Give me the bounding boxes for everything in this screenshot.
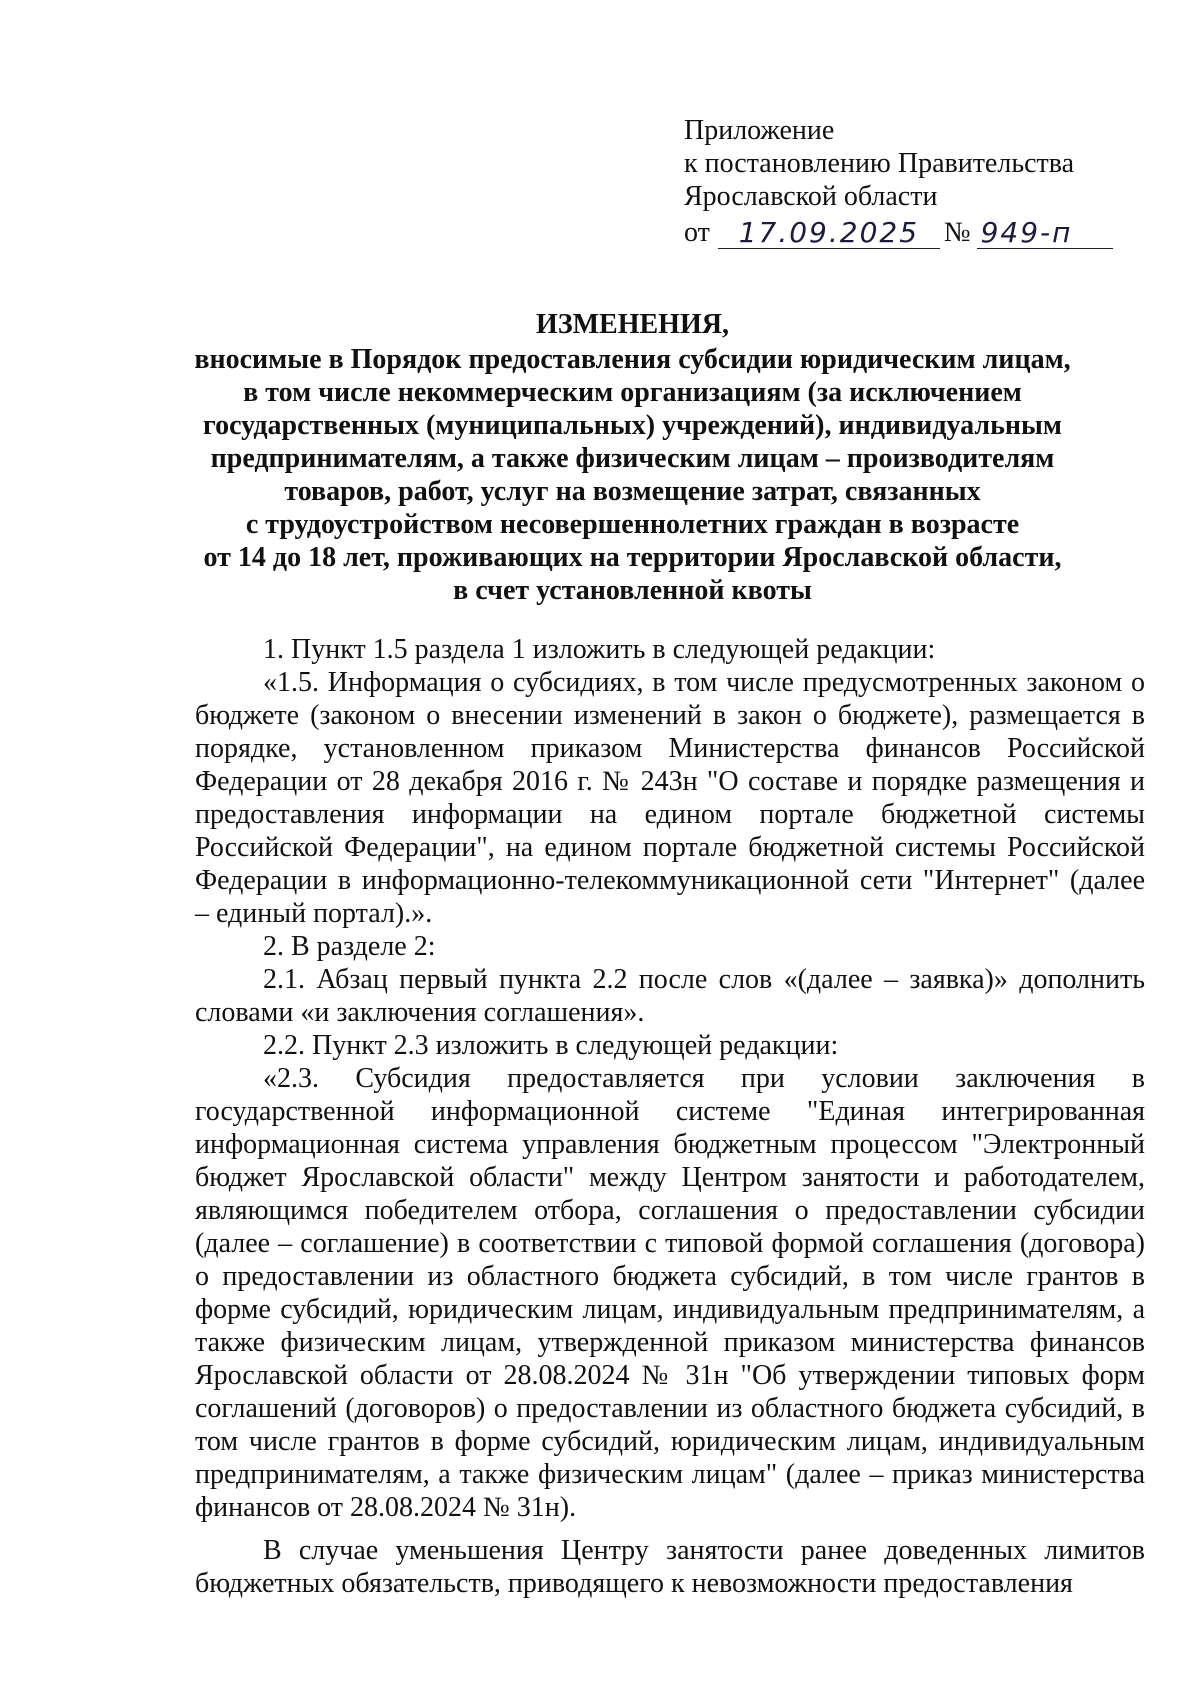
title-line: от 14 до 18 лет, проживающих на территории Ярославской области, — [203, 542, 1062, 573]
document-title — [180, 308, 1085, 607]
title-line: товаров, работ, услуг на возмещение затрат, связанных — [284, 476, 981, 507]
title-line: в счет установленной квоты — [453, 575, 812, 606]
attachment-resolution: к постановлению Правительства — [684, 148, 1075, 179]
title-line: вносимые в Порядок предоставления субсидии юридическим лицам, — [194, 344, 1071, 375]
handwritten-number: 949-п — [977, 218, 1113, 249]
number-prefix: № — [943, 217, 971, 248]
title-heading: ИЗМЕНЕНИЯ, — [536, 309, 729, 340]
attachment-label: Приложение — [684, 115, 835, 146]
paragraph: «2.3. Субсидия предоставляется при условии заключения в государственной информационной системе "Единая интегрированная информационная система управления бюджетным процессом "Электронный бюджет Ярославской области" между Центром занятости и работодателем, являющимся победителем отбора, соглашения о предоставлении субсидии (далее – соглашение) в соответствии с типовой формой соглашения (договора) о предоставлении из областного бюджета субсидий, в том числе грантов в форме субсидий, юридическим лицам, индивидуальным предпринимателям, а также физическим лицам, утвержденной приказом министерства финансов Ярославской области от 28.08.2024 № 31н "Об утверждении типовых форм соглашений (договоров) о предоставлении из областного бюджета субсидий, в том числе грантов в форме субсидий, юридическим лицам, индивидуальным предпринимателям, а также физическим лицам" (далее – приказ министерства финансов от 28.08.2024 № 31н). — [195, 1063, 1145, 1523]
attachment-date-number — [684, 213, 1124, 249]
attachment-region: Ярославской области — [684, 181, 938, 212]
paragraph: 2. В разделе 2: — [263, 931, 436, 962]
title-line: с трудоустройством несовершеннолетних граждан в возрасте — [245, 509, 1020, 540]
title-line: в том числе некоммерческим организациям (за исключением — [243, 377, 1022, 408]
paragraph: «1.5. Информация о субсидиях, в том числе предусмотренных законом о бюджете (законом о внесении изменений в закон о бюджете), размещается в порядке, установленном приказом Министерства финансов Российской Федерации от 28 декабря 2016 г. № 243н "О составе и порядке размещения и предоставления информации на едином портале бюджетной системы Российской Федерации", на едином портале бюджетной системы Российской Федерации в информационно-телекоммуникационной сети "Интернет" (далее – единый портал).». — [195, 667, 1145, 929]
paragraph: 2.2. Пункт 2.3 изложить в следующей редакции: — [263, 1030, 839, 1061]
date-prefix: от — [684, 217, 710, 248]
paragraph: В случае уменьшения Центру занятости ранее доведенных лимитов бюджетных обязательств, приводящего к невозможности предоставления — [195, 1535, 1145, 1599]
paragraph: 1. Пункт 1.5 раздела 1 изложить в следующей редакции: — [263, 634, 936, 665]
title-line: предпринимателям, а также физическим лицам – производителям — [210, 443, 1055, 474]
document-body — [195, 633, 1145, 1600]
paragraph: 2.1. Абзац первый пункта 2.2 после слов «(далее – заявка)» дополнить словами «и заключения соглашения». — [195, 964, 1145, 1028]
title-line: государственных (муниципальных) учреждений), индивидуальным — [203, 410, 1062, 441]
handwritten-date: 17.09.2025 — [718, 218, 940, 249]
attachment-block — [684, 114, 1124, 249]
